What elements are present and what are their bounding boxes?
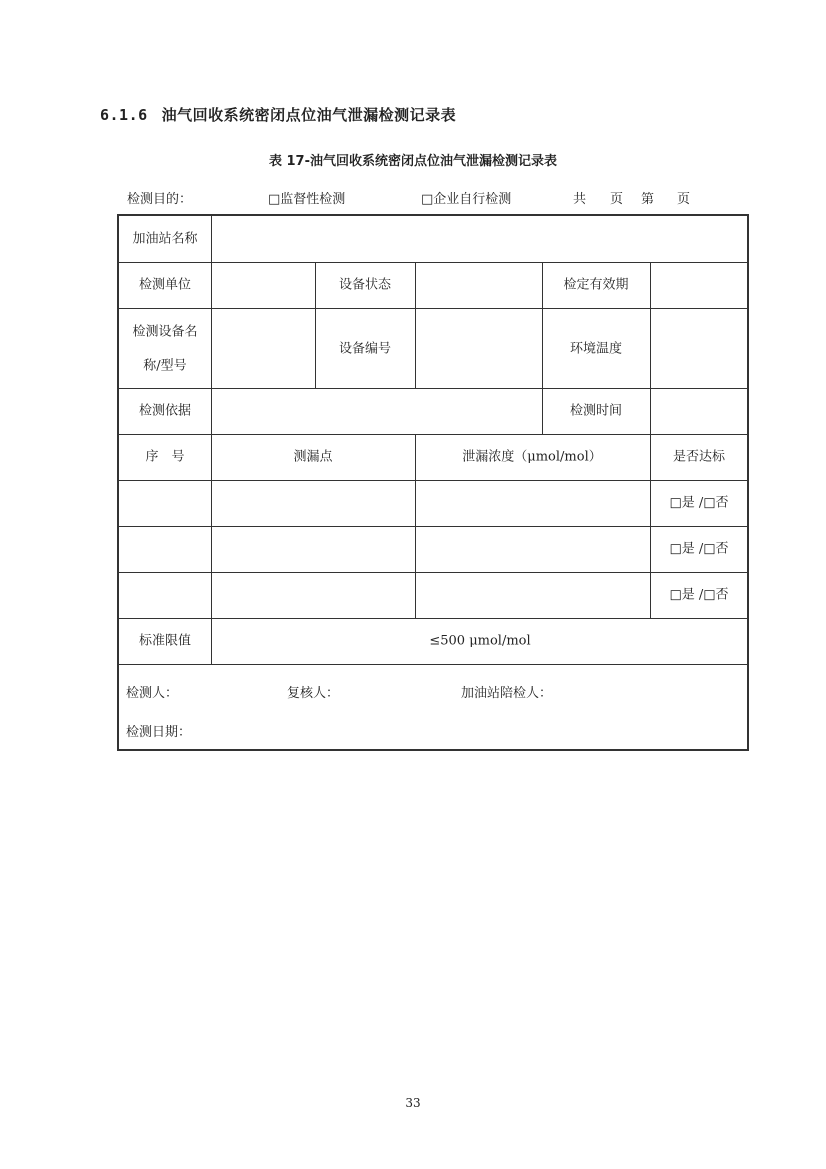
row-divider [119,572,747,573]
device-name-label-line1: 检测设备名 [132,324,198,340]
record-table [117,214,749,751]
inspection-date-label: 检测日期： [126,725,192,740]
station-name-label: 加油站名称 [132,231,198,247]
col-divider [315,262,316,388]
device-name-label-line2: 称/型号 [143,358,187,374]
row-divider [119,388,747,389]
time-label: 检测时间 [569,403,623,419]
row-divider [119,664,747,665]
compliance-checkbox-row1[interactable]: □是 /□否 [669,495,729,511]
validity-label: 检定有效期 [563,277,629,293]
standard-label: 标准限值 [138,633,192,649]
col-divider [650,434,651,618]
purpose-label: 检测目的： [127,192,193,207]
row-divider [119,434,747,435]
col-header-compliance: 是否达标 [672,449,726,465]
row-divider [119,262,747,263]
row-divider [119,526,747,527]
ambient-temp-label: 环境温度 [569,341,623,357]
section-heading [100,104,456,125]
page-number: 33 [405,1096,421,1110]
device-number-label: 设备编号 [338,341,392,357]
ordinal-label: 第 [641,192,655,207]
section-title: 油气回收系统密闭点位油气泄漏检测记录表 [161,106,457,124]
basis-label: 检测依据 [138,403,192,419]
inspector-label: 检测人： [126,686,179,701]
col-divider [415,434,416,618]
compliance-checkbox-row2[interactable]: □是 /□否 [669,541,729,557]
total-label: 共 [573,192,587,207]
section-number: 6.1.6 [100,106,148,124]
page-word-2: 页 [677,192,691,207]
col-divider [415,262,416,388]
row-divider [119,618,747,619]
standard-value: ≤500 μmol/mol [429,633,531,649]
row-divider [119,308,747,309]
supervisory-checkbox-option[interactable]: □监督性检测 [268,192,346,207]
device-status-label: 设备状态 [338,277,392,293]
col-divider [650,262,651,434]
table-caption: 表 17-油气回收系统密闭点位油气泄漏检测记录表 [268,154,557,169]
reviewer-label: 复核人： [287,686,340,701]
col-divider [211,216,212,664]
col-header-concentration: 泄漏浓度（μmol/mol） [462,449,602,465]
self-check-checkbox-option[interactable]: □企业自行检测 [421,192,512,207]
unit-label: 检测单位 [138,277,192,293]
row-divider [119,480,747,481]
col-divider [542,262,543,434]
page-word-1: 页 [610,192,624,207]
col-header-seq: 序 号 [145,449,185,465]
col-header-leak-point: 测漏点 [293,449,333,465]
compliance-checkbox-row3[interactable]: □是 /□否 [669,587,729,603]
station-escort-label: 加油站陪检人： [461,686,553,701]
